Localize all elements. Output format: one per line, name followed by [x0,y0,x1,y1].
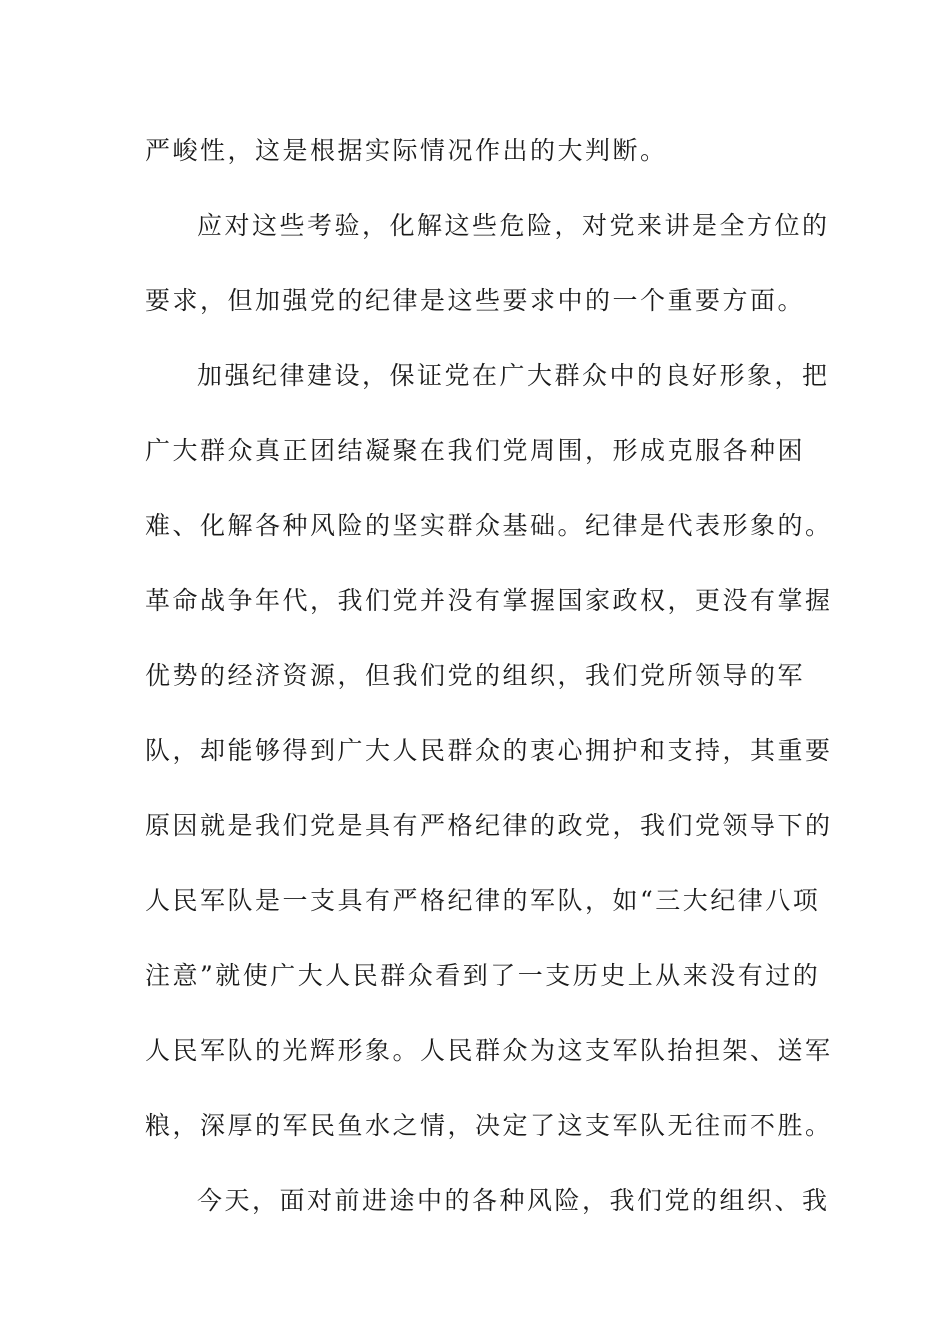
text-line: 人民军队是一支具有严格纪律的军队，如“三大纪律八项 [145,886,821,915]
paragraph-start-line: 加强纪律建设，保证党在广大群众中的良好形象，把 [197,361,830,390]
text-line: 注意”就使广大人民群众看到了一支历史上从来没有过的 [145,961,821,990]
text-line: 人民军队的光辉形象。人民群众为这支军队抬担架、送军 [145,1036,833,1065]
text-line: 队，却能够得到广大人民群众的衷心拥护和支持，其重要 [145,736,833,765]
text-line: 严峻性，这是根据实际情况作出的大判断。 [145,136,668,165]
text-line: 原因就是我们党是具有严格纪律的政党，我们党领导下的 [145,811,833,840]
text-line: 粮，深厚的军民鱼水之情，决定了这支军队无往而不胜。 [145,1111,833,1140]
text-line: 革命战争年代，我们党并没有掌握国家政权，更没有掌握 [145,586,833,615]
paragraph-start-line: 今天，面对前进途中的各种风险，我们党的组织、我 [197,1186,830,1215]
text-line: 难、化解各种风险的坚实群众基础。纪律是代表形象的。 [145,511,833,540]
text-line: 广大群众真正团结凝聚在我们党周围，形成克服各种困 [145,436,806,465]
text-line: 要求，但加强党的纪律是这些要求中的一个重要方面。 [145,286,806,315]
paragraph-start-line: 应对这些考验，化解这些危险，对党来讲是全方位的 [197,211,830,240]
text-line: 优势的经济资源，但我们党的组织，我们党所领导的军 [145,661,806,690]
